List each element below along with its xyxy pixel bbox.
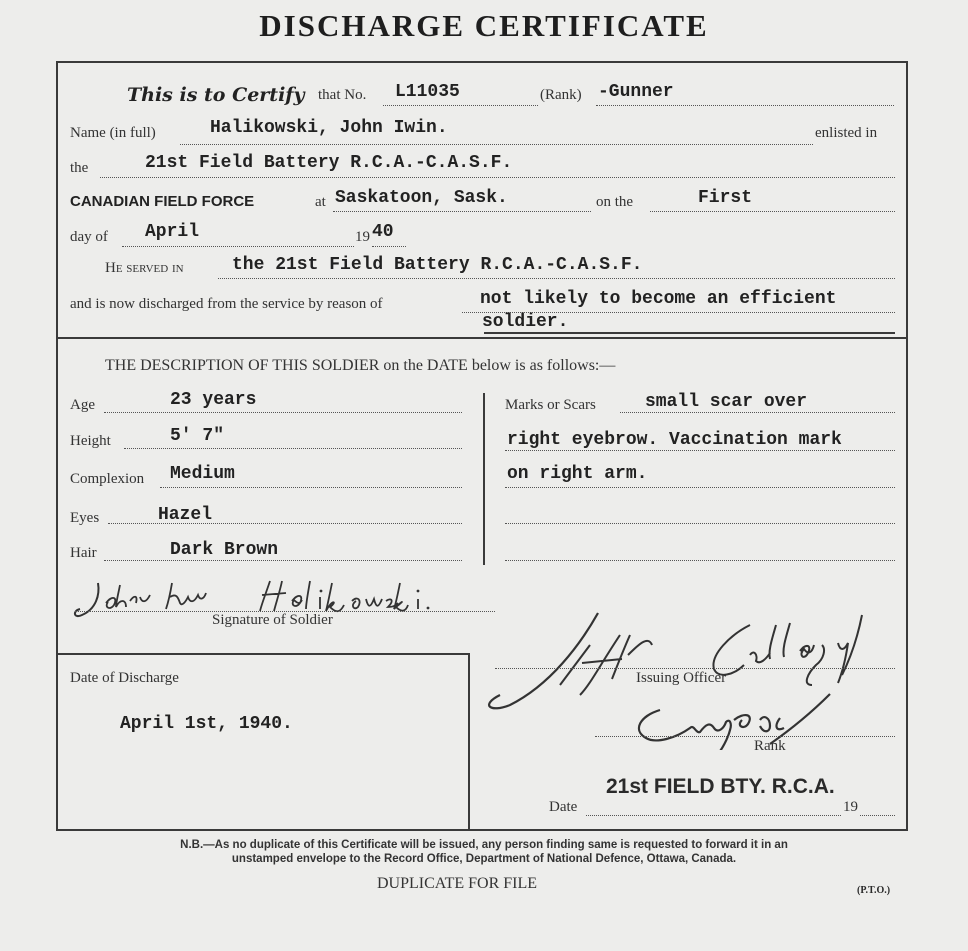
place-line — [333, 211, 591, 212]
eyes-value: Hazel — [158, 505, 213, 525]
marks-line5 — [505, 560, 895, 561]
age-line — [104, 412, 462, 413]
certificate-title: DISCHARGE CERTIFICATE — [259, 8, 709, 43]
served-line — [218, 278, 895, 279]
rank-sig-line — [595, 736, 895, 737]
complexion-value: Medium — [170, 464, 235, 484]
description-divider — [483, 393, 485, 565]
rank-sig-text — [0, 0, 2, 1]
rank-signature-svg — [630, 690, 870, 750]
month-value: April — [145, 222, 200, 242]
date-label: Date — [549, 799, 578, 815]
force-label: CANADIAN FIELD FORCE — [70, 193, 255, 210]
rank-line — [596, 105, 894, 106]
at-label: at — [315, 194, 326, 210]
name-line — [180, 144, 813, 145]
hair-line — [104, 560, 462, 561]
unit-value: 21st Field Battery R.C.A.-C.A.S.F. — [145, 153, 513, 173]
duplicate-label: DUPLICATE FOR FILE — [377, 875, 538, 892]
unit-line — [100, 177, 895, 178]
rank-label: (Rank) — [540, 87, 582, 103]
issuing-officer-label: Issuing Officer — [636, 670, 727, 686]
officer-sig-line — [495, 668, 895, 669]
reason-line1: not likely to become an efficient — [480, 289, 837, 309]
name-value: Halikowski, John Iwin. — [210, 118, 448, 138]
hair-value: Dark Brown — [170, 540, 279, 560]
marks-label: Marks or Scars — [505, 397, 596, 413]
age-label: Age — [70, 397, 95, 413]
height-label: Height — [70, 433, 111, 449]
pto-label: (P.T.O.) — [857, 885, 891, 896]
unit-stamp: 21st FIELD BTY. R.C.A. — [606, 775, 835, 798]
rank-sig-label: Rank — [754, 738, 786, 754]
nb-line2: unstamped envelope to the Record Office, Department of National Defence, Ottawa, Canada. — [231, 853, 737, 865]
number-line — [383, 105, 538, 106]
reason-rule — [484, 332, 895, 334]
nb-line1: N.B.—As no duplicate of this Certificate will be issued, any person finding same is requested to forward it in an — [180, 839, 788, 851]
year-prefix: 19 — [355, 229, 370, 245]
rank-value: -Gunner — [598, 82, 674, 102]
served-value: the 21st Field Battery R.C.A.-C.A.S.F. — [232, 255, 643, 275]
discharge-box-top — [56, 653, 469, 655]
marks-line4 — [505, 523, 895, 524]
day-of-label: day of — [70, 229, 108, 245]
height-value: 5' 7" — [170, 426, 225, 446]
eyes-label: Eyes — [70, 510, 100, 526]
service-number: L11035 — [395, 82, 460, 102]
served-label: He served in — [105, 260, 184, 276]
year-line — [372, 246, 406, 247]
marks-line1 — [620, 412, 895, 413]
height-line — [124, 448, 462, 449]
discharge-value: April 1st, 1940. — [120, 714, 293, 734]
enlisted-label: enlisted in — [815, 125, 878, 141]
name-label: Name (in full) — [70, 125, 156, 141]
marks-value3: on right arm. — [507, 464, 648, 484]
complexion-line — [160, 487, 462, 488]
place-value: Saskatoon, Sask. — [335, 188, 508, 208]
rank-signature — [630, 690, 870, 750]
date-year-line — [860, 815, 895, 816]
age-value: 23 years — [170, 390, 257, 410]
marks-line3 — [505, 487, 895, 488]
soldier-sig-label: Signature of Soldier — [212, 612, 333, 628]
reason-line2: soldier. — [482, 312, 569, 332]
on-the-label: on the — [596, 194, 634, 210]
day-line — [650, 211, 895, 212]
complexion-label: Complexion — [70, 471, 145, 487]
description-heading: THE DESCRIPTION OF THIS SOLDIER on the DATE below is as follows:— — [105, 357, 616, 374]
month-line — [122, 246, 354, 247]
date-suffix: 19 — [843, 799, 858, 815]
section-divider — [56, 337, 908, 339]
certify-lead: This is to Certify — [127, 84, 305, 106]
reason-label: and is now discharged from the service by reason of — [70, 296, 383, 312]
unit-label: the — [70, 160, 89, 176]
day-value: First — [698, 188, 753, 208]
marks-line2 — [505, 450, 895, 451]
date-line — [586, 815, 841, 816]
that-no-label: that No. — [318, 87, 367, 103]
marks-value1: small scar over — [645, 392, 808, 412]
hair-label: Hair — [70, 545, 97, 561]
discharge-label: Date of Discharge — [70, 670, 179, 686]
year-value: 40 — [372, 222, 394, 242]
marks-value2: right eyebrow. Vaccination mark — [507, 430, 842, 450]
